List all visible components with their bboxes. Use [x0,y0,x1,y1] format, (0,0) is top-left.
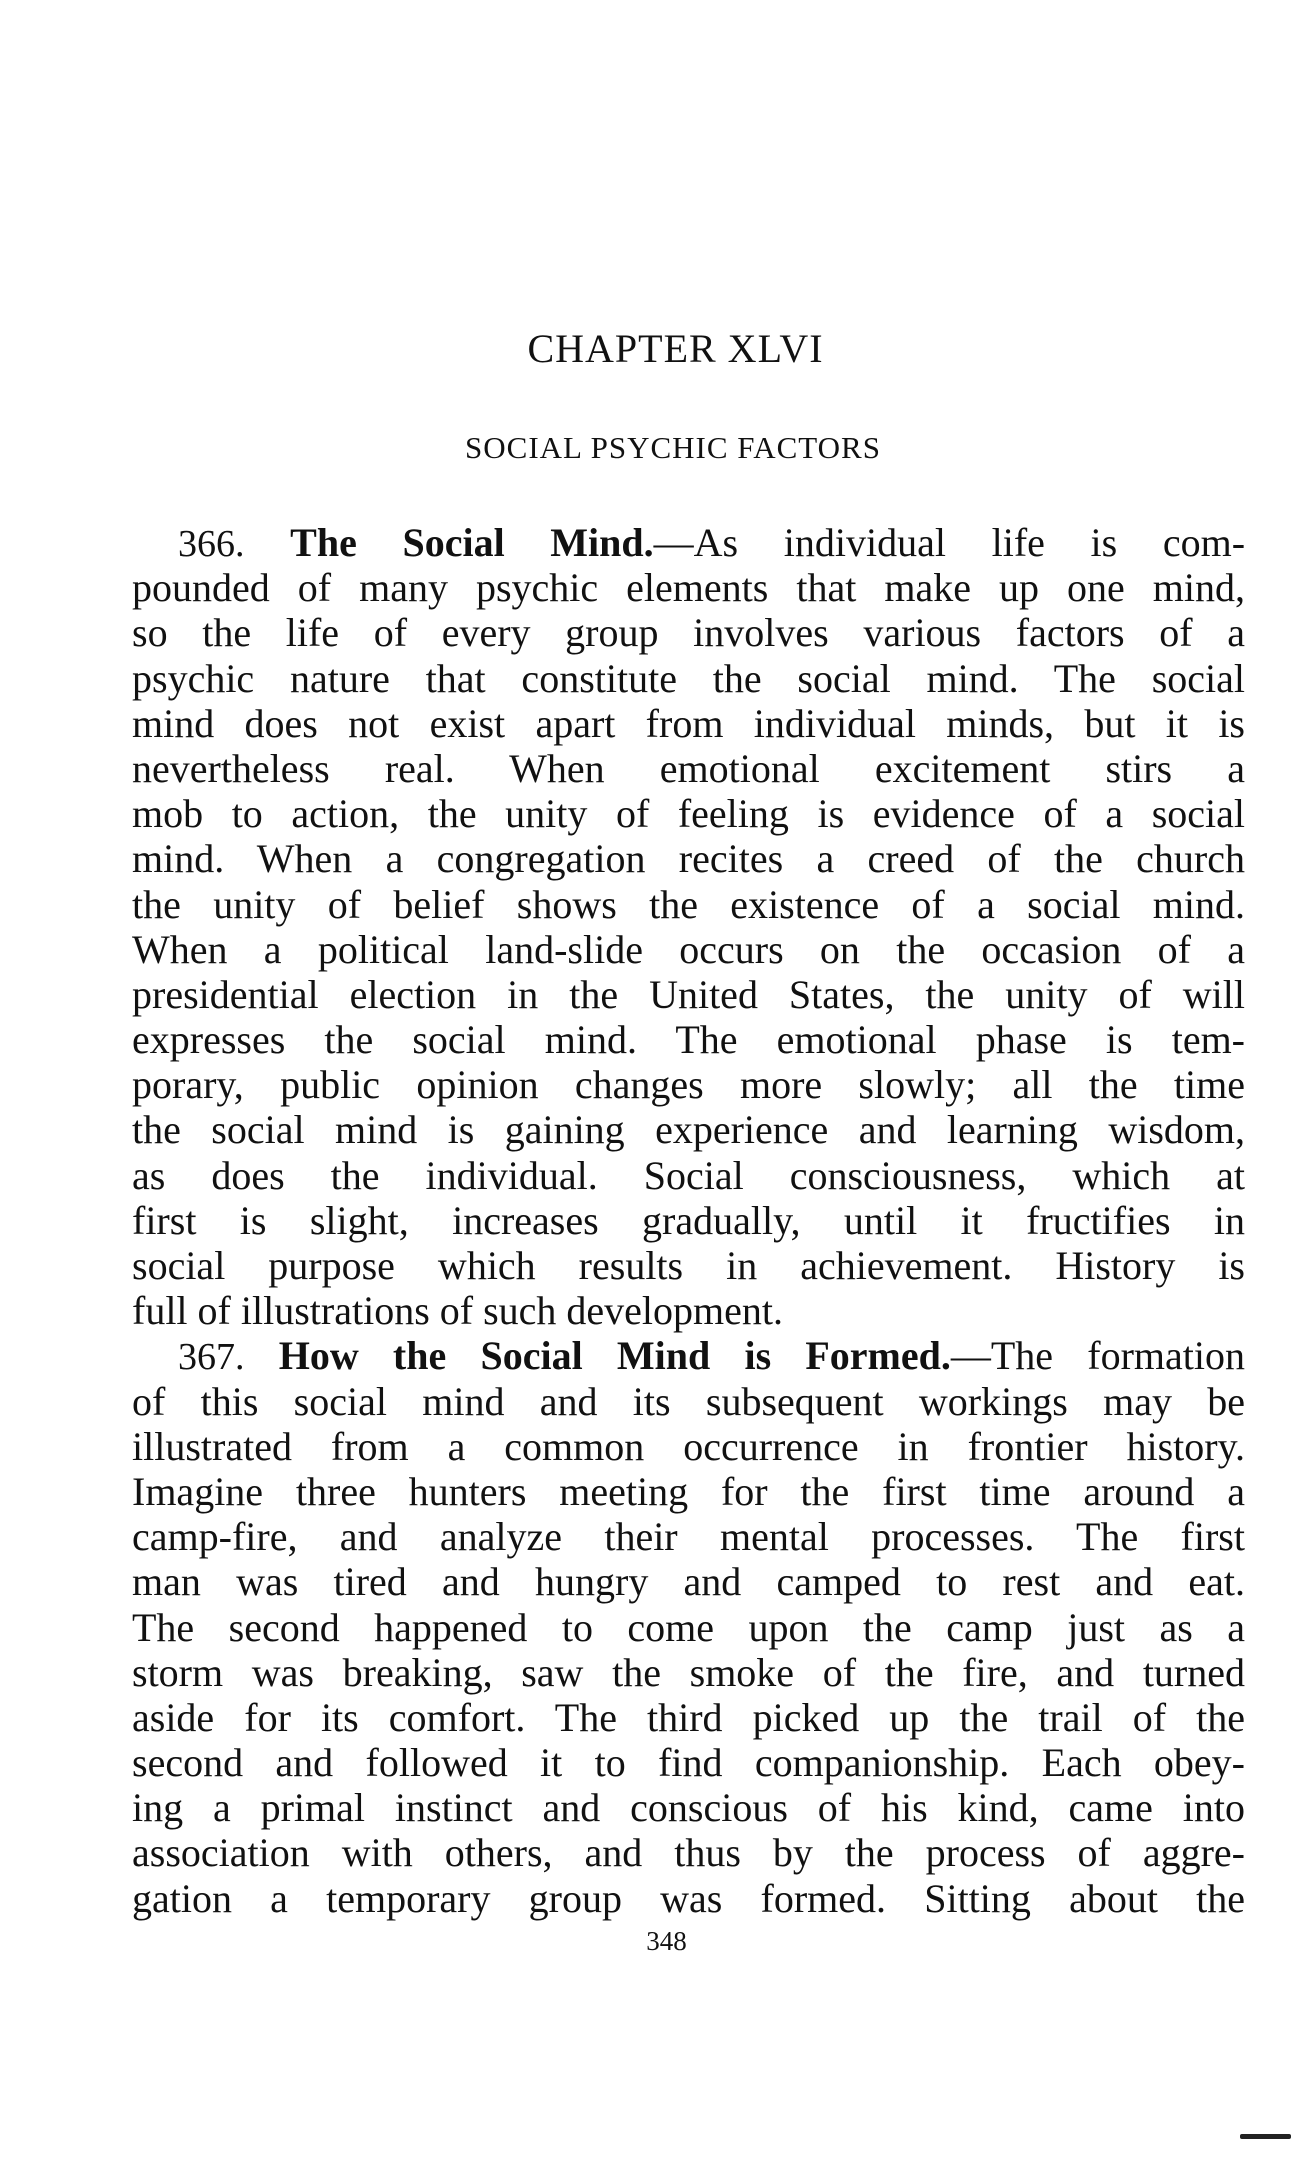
text-line: nevertheless real. When emotional excitement stirs a [132,745,1245,791]
text-line: ing a primal instinct and conscious of his kind, came into [132,1785,1245,1831]
text-line: the unity of belief shows the existence of a social mind. [132,881,1245,927]
section-heading: The Social Mind. [290,520,654,565]
text-line: the social mind is gaining experience and learning wisdom, [132,1107,1245,1153]
text-line: first is slight, increases gradually, until it fructifies in [132,1197,1245,1243]
text-line: Imagine three hunters meeting for the first time around a [132,1468,1245,1514]
text-line: of this social mind and its subsequent workings may be [132,1378,1245,1424]
text-line: presidential election in the United States, the unity of will [132,971,1245,1017]
text-line: The second happened to come upon the camp just as a [132,1604,1245,1650]
text-line: mind does not exist apart from individual minds, but it is [132,700,1245,746]
text-line: second and followed it to find companionship. Each obey- [132,1740,1245,1786]
section-first-line [132,1333,1245,1378]
text-line: social purpose which results in achievement. History is [132,1243,1245,1288]
section-first-line [132,520,1245,565]
section-number: 367. [178,1336,245,1379]
text-line: so the life of every group involves various factors of a [132,610,1245,656]
scan-smudge [1240,2134,1291,2139]
text-line: storm was breaking, saw the smoke of the fire, and turned [132,1649,1245,1695]
section-text: —The formation [950,1333,1246,1379]
text-line: man was tired and hungry and camped to rest and eat. [132,1559,1245,1605]
text-line: illustrated from a common occurrence in frontier history. [132,1423,1245,1469]
section-number: 366. [178,523,245,565]
section-text: —As individual life is com- [653,520,1246,565]
page-number: 348 [646,1926,687,1956]
text-line: aside for its comfort. The third picked up the trail of the [132,1694,1245,1740]
text-line: pounded of many psychic elements that make up one mind, [132,565,1245,611]
text-line: full of illustrations of such development. [132,1288,783,1334]
text-line: psychic nature that constitute the social mind. The social [132,655,1245,701]
text-line: porary, public opinion changes more slowly; all the time [132,1062,1245,1108]
chapter-subtitle: SOCIAL PSYCHIC FACTORS [465,430,881,465]
body-text [132,520,1245,1921]
text-line: When a political land-slide occurs on the occasion of a [132,926,1245,972]
section-heading: How the Social Mind is Formed. [278,1333,951,1379]
text-line: gation a temporary group was formed. Sitting about the [132,1875,1245,1921]
text-line: expresses the social mind. The emotional phase is tem- [132,1017,1245,1063]
text-line: mind. When a congregation recites a creed of the church [132,836,1245,882]
text-line: as does the individual. Social consciousness, which at [132,1152,1245,1198]
chapter-title: CHAPTER XLVI [527,326,824,371]
text-line: mob to action, the unity of feeling is evidence of a social [132,791,1245,837]
text-line: association with others, and thus by the process of aggre- [132,1830,1245,1876]
text-line: camp-fire, and analyze their mental processes. The first [132,1514,1245,1560]
